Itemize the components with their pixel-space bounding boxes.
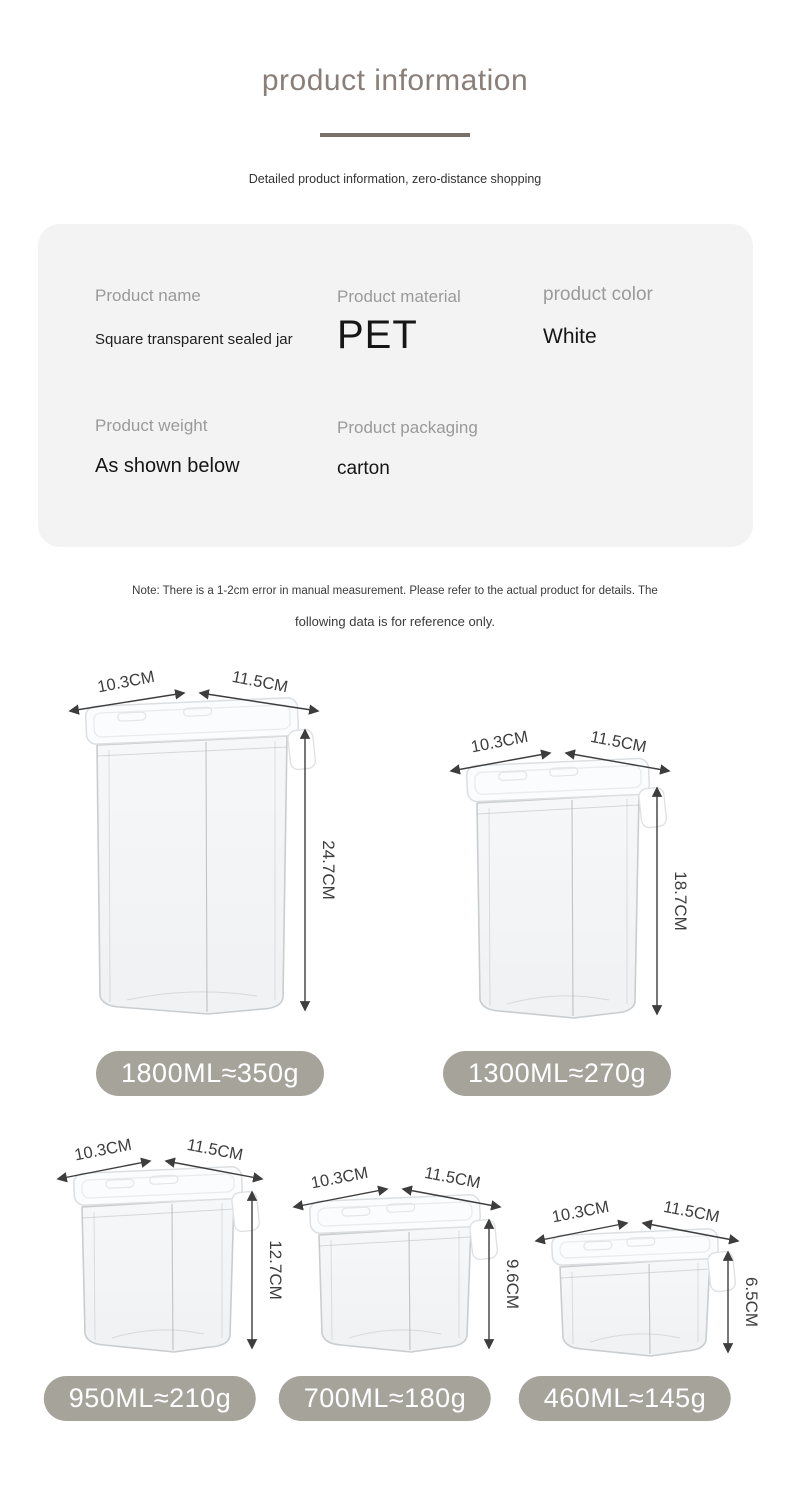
width-dimension-label: 10.3CM — [469, 727, 530, 757]
depth-dimension-label: 11.5CM — [588, 727, 648, 757]
container-illustration — [536, 1198, 761, 1356]
jar-lid — [309, 1194, 480, 1233]
spec-value: As shown below — [95, 455, 240, 477]
width-dimension-label: 10.3CM — [72, 1135, 134, 1165]
container-illustration — [451, 728, 690, 1018]
jar-clip — [707, 1251, 736, 1292]
height-dimension-label: 18.7CM — [671, 871, 690, 931]
capacity-badge: 1300ML≈270g — [443, 1051, 671, 1096]
capacity-badge: 1800ML≈350g — [96, 1051, 324, 1096]
spec-label: product color — [543, 284, 653, 305]
spec-field-product-material — [337, 287, 461, 358]
page-title: product information — [261, 64, 529, 97]
container-illustration — [58, 1136, 285, 1352]
title-divider — [320, 133, 470, 137]
container-illustration — [70, 668, 338, 1014]
spec-value: White — [543, 325, 597, 348]
jar-clip — [638, 787, 667, 828]
containers-row-small — [0, 1130, 790, 1380]
container-illustration — [294, 1164, 522, 1352]
spec-card — [38, 224, 753, 547]
depth-dimension-label: 11.5CM — [230, 667, 290, 697]
jar-lid — [466, 758, 649, 802]
jar-clip — [231, 1191, 260, 1232]
spec-field-product-name — [95, 286, 293, 348]
spec-field-product-color — [543, 284, 653, 349]
height-dimension-label: 9.6CM — [503, 1258, 522, 1310]
jar-clip — [287, 729, 316, 770]
height-dimension-label: 12.7CM — [266, 1240, 285, 1300]
jar-clip — [469, 1219, 498, 1260]
measurement-note-line2: following data is for reference only. — [295, 614, 495, 629]
depth-dimension-label: 11.5CM — [422, 1163, 482, 1193]
measurement-note-line1: Note: There is a 1-2cm error in manual measurement. Please refer to the actual product for details. The — [132, 585, 658, 597]
page-subtitle: Detailed product information, zero-distance shopping — [248, 172, 542, 186]
width-dimension-label: 10.3CM — [95, 667, 157, 697]
spec-label: Product packaging — [337, 418, 478, 437]
capacity-badge: 460ML≈145g — [519, 1376, 731, 1421]
capacity-badge: 950ML≈210g — [44, 1376, 256, 1421]
depth-dimension-label: 11.5CM — [661, 1197, 721, 1227]
containers-row-large — [0, 650, 790, 1050]
spec-value: carton — [337, 458, 390, 479]
jar-lid — [73, 1166, 242, 1205]
height-dimension-label: 6.5CM — [742, 1276, 761, 1328]
spec-label: Product name — [95, 286, 201, 305]
spec-value: PET — [337, 313, 418, 357]
spec-field-product-packaging — [337, 418, 478, 480]
spec-label: Product weight — [95, 416, 208, 435]
spec-value: Square transparent sealed jar — [95, 331, 293, 348]
spec-label: Product material — [337, 287, 461, 306]
spec-field-product-weight — [95, 416, 240, 478]
width-dimension-label: 10.3CM — [309, 1163, 370, 1193]
jar-lid — [551, 1228, 718, 1265]
height-dimension-label: 24.7CM — [319, 840, 338, 900]
capacity-badge: 700ML≈180g — [279, 1376, 491, 1421]
width-dimension-label: 10.3CM — [550, 1197, 611, 1227]
depth-dimension-label: 11.5CM — [185, 1135, 245, 1165]
